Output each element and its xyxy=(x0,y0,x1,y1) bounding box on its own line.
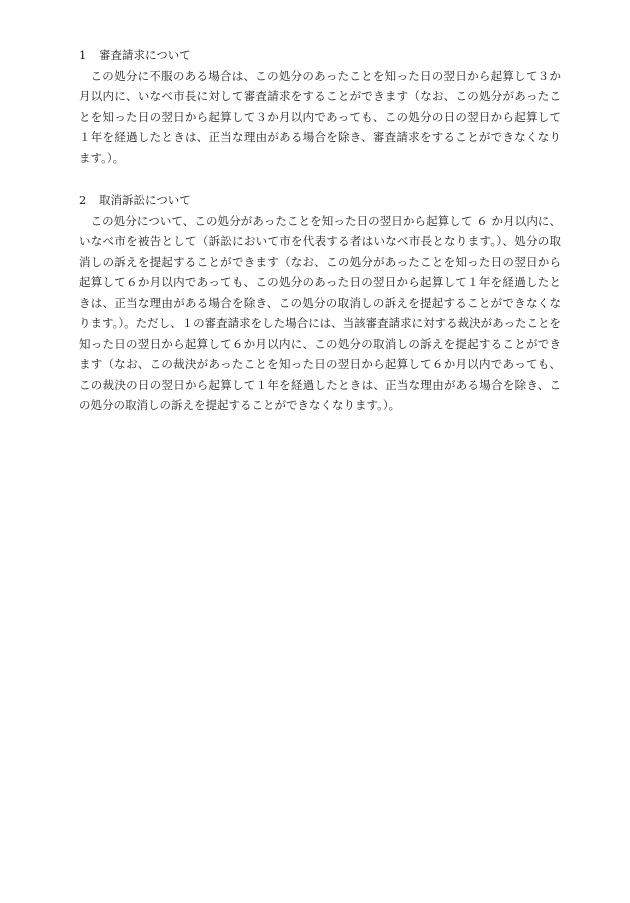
section-body: この処分に不服のある場合は、この処分のあったことを知った日の翌日から起算して３か月以内に、いなべ市長に対して審査請求をすることができます（なお、この処分があったことを知った日の翌日から起算して３か月以内であっても、この処分の日の翌日から起算して１年を経過したときは、正当な理由がある場合を除き、審査請求をすることができなくなります。）。 xyxy=(79,68,561,165)
section-number: 1 xyxy=(79,48,87,62)
section-title: 審査請求について xyxy=(99,48,191,62)
section-body: この処分について、この処分があったことを知った日の翌日から起算して ６ か月以内に、いなべ市を被告として（訴訟において市を代表する者はいなべ市長となります。）、処分の取消しの訴えを提起することができます（なお、この処分があったことを知った日の翌日から起算して６か月以内であっても、この処分のあった日の翌日から起算して１年を経過したときは、正当な理由がある場合を除き、この処分の取消しの訴えを提起することができなくなります。）。ただし、１の審査請求をした場合には、当該審査請求に対する裁決があったことを知った日の翌日から起算して６か月以内に、この処分の取消しの訴えを提起することができます（なお、この裁決があったことを知った日の翌日から起算して６か月以内であっても、この裁決の日の翌日から起算して１年を経過したときは、正当な理由がある場合を除き、この処分の取消しの訴えを提起することができなくなります。）。 xyxy=(79,213,561,412)
section-review-request xyxy=(79,45,561,168)
section-heading xyxy=(79,190,561,211)
section-heading xyxy=(79,45,561,66)
section-number: 2 xyxy=(79,193,87,207)
section-revocation-lawsuit xyxy=(79,190,561,416)
document-content xyxy=(79,45,561,438)
section-title: 取消訴訟について xyxy=(99,193,191,207)
